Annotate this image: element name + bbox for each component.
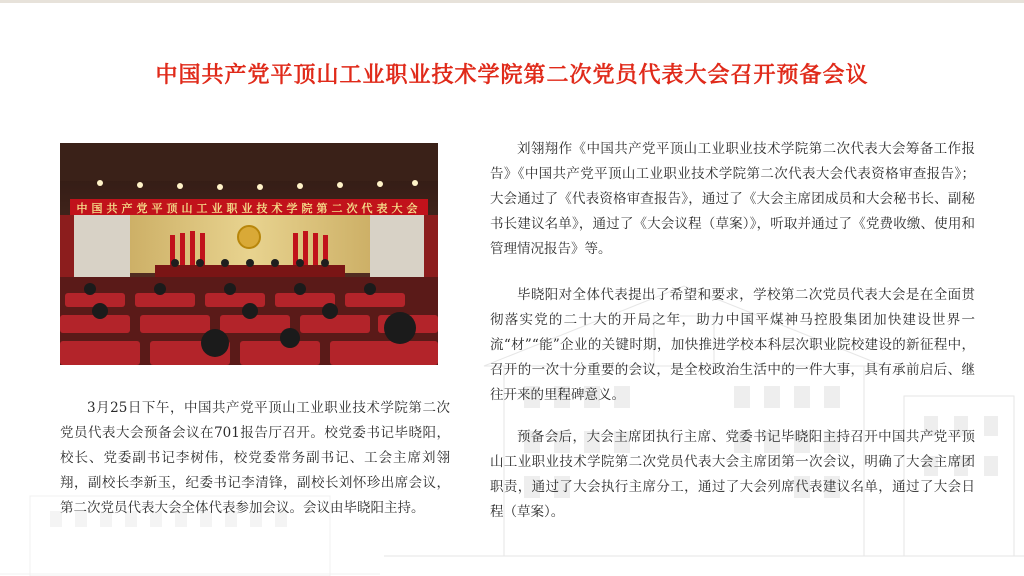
paragraph-presidium-meeting: 预备会后，大会主席团执行主席、党委书记毕晓阳主持召开中国共产党平顶山工业职业技术学院第二次党员代表大会主席团第一次会议，明确了大会主席团职责，通过了大会执行主席分工，通过了大会列席代表建议名单，通过了大会日程（草案）。 bbox=[490, 429, 975, 520]
conference-photo bbox=[60, 143, 438, 365]
conference-hall-illustration bbox=[60, 143, 438, 365]
stage-banner-text: 中国共产党平顶山工业职业技术学院第二次代表大会 bbox=[76, 202, 422, 215]
paragraph-reports: 刘翎翔作《中国共产党平顶山工业职业技术学院第二次代表大会筹备工作报告》《中国共产党平顶山工业职业技术学院第二次代表大会代表资格审查报告》；大会通过了《代表资格审查报告》，通过了《大会主席团成员和大会秘书长、副秘书长建议名单》，通过了《大会议程（草案）》，听取并通过了《党费收缴、使用和管理情况报告》等。 bbox=[490, 141, 975, 257]
top-rule bbox=[0, 0, 1024, 3]
paragraph-requirements: 毕晓阳对全体代表提出了希望和要求，学校第二次党员代表大会是在全面贯彻落实党的二十大的开局之年，助力中国平煤神马控股集团加快建设世界一流“材”“能”企业的关键时期，加快推进学校本科层次职业院校建设的新征程中，召开的一次十分重要的会议，是全校政治生活中的一件大事，具有承前启后、继往开来的里程碑意义。 bbox=[490, 287, 975, 403]
page-title: 中国共产党平顶山工业职业技术学院第二次党员代表大会召开预备会议 bbox=[155, 63, 869, 88]
paragraph-meeting-summary: 3月25日下午，中国共产党平顶山工业职业技术学院第二次党员代表大会预备会议在701报告厅召开。校党委书记毕晓阳，校长、党委副书记李树伟，校党委常务副书记、工会主席刘翎翔，副校长李新玉，纪委书记李清锋，副校长刘怀珍出席会议，第二次党员代表大会全体代表参加会议。会议由毕晓阳主持。 bbox=[60, 400, 450, 516]
